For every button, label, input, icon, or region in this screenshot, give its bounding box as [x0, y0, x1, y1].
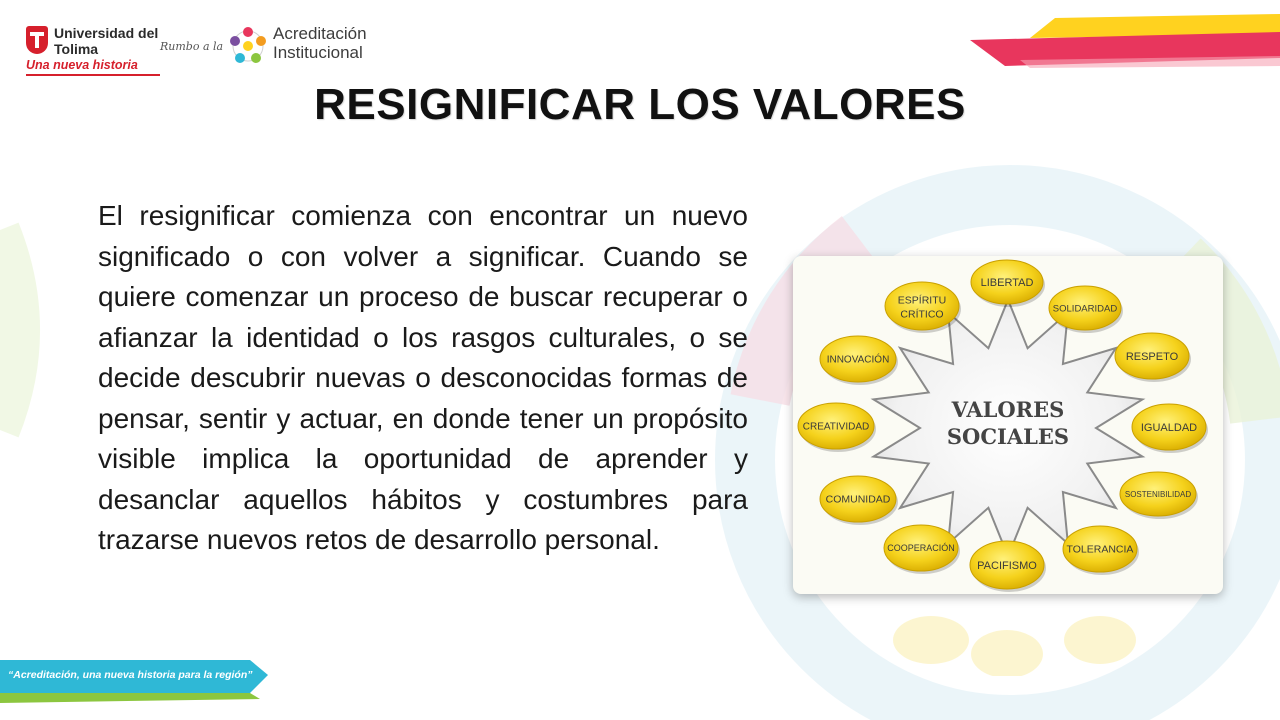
- footer-quote: “Acreditación, una nueva historia para la región”: [8, 669, 253, 681]
- top-ribbon-decoration: [960, 10, 1280, 70]
- value-label: INNOVACIÓN: [826, 354, 890, 366]
- value-label: LIBERTAD: [980, 276, 1034, 289]
- value-oval: [970, 541, 1046, 592]
- values-diagram: [793, 256, 1223, 594]
- value-oval: [1115, 333, 1191, 382]
- value-oval: [820, 476, 898, 525]
- values-diagram-canvas: [793, 256, 1223, 594]
- value-label: PACIFISMO: [977, 559, 1037, 572]
- university-slogan: Una nueva historia: [26, 58, 138, 72]
- university-logo: [22, 22, 159, 82]
- slogan-underline: [26, 74, 160, 76]
- value-oval: [885, 282, 961, 333]
- value-oval: [798, 403, 876, 452]
- value-label: CRÍTICO: [900, 308, 944, 321]
- value-label: SOSTENIBILIDAD: [1124, 489, 1192, 499]
- accreditation-line2: Institucional: [273, 43, 363, 62]
- accreditation-line1: Acreditación: [273, 24, 367, 43]
- value-label: ESPÍRITU: [897, 294, 947, 307]
- value-label: IGUALDAD: [1140, 421, 1198, 434]
- rumbo-text: Rumbo a la: [160, 40, 224, 53]
- body-paragraph: El resignificar comienza con encontrar un nuevo significado o con volver a significar. Cuando se quiere comenzar un proceso de buscar recuperar o afianzar la identidad o los rasgos culturales, o se decide descubrir nuevas o desconocidas formas de pensar, sentir y actuar, en donde tener un propósito visible implica la oportunidad de aprender y desanclar aquellos hábitos y costumbres para trazarse nuevos retos de desarrollo personal.: [98, 200, 748, 555]
- university-shield-icon: [26, 26, 48, 54]
- value-label: COOPERACIÓN: [887, 543, 955, 554]
- value-oval: [1120, 472, 1198, 519]
- value-oval: [820, 336, 898, 385]
- accreditation-logo-text: [273, 24, 367, 62]
- page-title: RESIGNIFICAR LOS VALORES: [314, 80, 966, 129]
- reflection-canvas: [793, 596, 1223, 676]
- value-oval: [1063, 526, 1139, 575]
- accreditation-flower-icon: [228, 26, 268, 66]
- diagram-reflection: [793, 596, 1223, 676]
- university-name: Universidad del Tolima: [54, 25, 159, 57]
- value-label: SOLIDARIDAD: [1052, 303, 1118, 315]
- value-oval: [884, 525, 960, 574]
- value-label: COMUNIDAD: [825, 493, 891, 506]
- value-label: RESPETO: [1125, 350, 1179, 363]
- footer-banner: [0, 655, 280, 710]
- value-label: TOLERANCIA: [1066, 543, 1134, 556]
- center-label-line2: SOCIALES: [946, 424, 1070, 449]
- value-label: CREATIVIDAD: [802, 421, 870, 433]
- value-oval: [1132, 404, 1208, 453]
- center-label-line1: VALORES: [951, 397, 1065, 422]
- value-oval: [971, 260, 1045, 307]
